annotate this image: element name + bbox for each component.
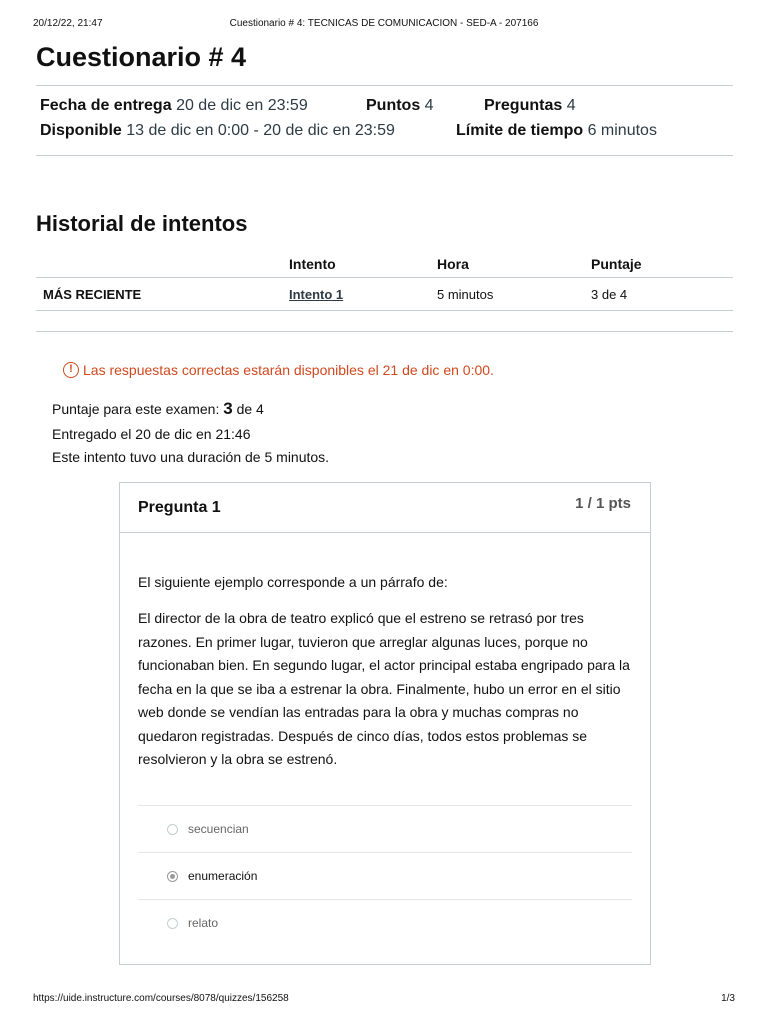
due-label: Fecha de entrega [40,97,172,114]
answer-label: enumeración [188,869,258,883]
question-title: Pregunta 1 [138,499,221,516]
points-label: Puntos [366,97,421,114]
score-summary [52,399,264,419]
available-label: Disponible [40,122,122,139]
notice-text: Las respuestas correctas estarán disponibles el 21 de dic en 0:00. [83,362,494,378]
question-card [119,482,651,965]
radio-button[interactable] [167,918,178,929]
answer-option[interactable] [138,899,632,946]
page-title: Cuestionario # 4 [36,42,247,72]
radio-button[interactable] [167,824,178,835]
answer-list [138,805,632,946]
answer-option[interactable] [138,805,632,852]
print-page-number: 1/3 [721,993,735,1004]
row-score: 3 de 4 [591,286,628,302]
time-limit-label: Límite de tiempo [456,122,584,139]
score-suffix: de 4 [236,401,264,417]
question-prompt: El siguiente ejemplo corresponde a un párrafo de: [138,574,448,590]
radio-button-checked[interactable] [167,871,178,882]
header-attempt: Intento [289,255,336,272]
quiz-time-limit [456,122,657,140]
alert-icon: ! [63,362,79,378]
due-value: 20 de dic en 23:59 [176,97,308,114]
question-points: 1 / 1 pts [575,495,631,512]
table-row [36,278,733,311]
row-label: MÁS RECIENTE [43,286,142,302]
row-time: 5 minutos [437,286,494,302]
submitted-text: Entregado el 20 de dic en 21:46 [52,426,251,442]
points-value: 4 [424,97,434,114]
attempt-link[interactable]: Intento 1 [289,286,344,302]
quiz-questions [484,97,576,115]
quiz-available [40,122,395,140]
quiz-details-row-1 [40,97,308,115]
answer-label: relato [188,916,219,930]
print-datetime: 20/12/22, 21:47 [33,18,103,29]
score-prefix: Puntaje para este examen: [52,401,220,417]
print-footer [33,993,735,1004]
question-text: El director de la obra de teatro explicó que el estreno se retrasó por tres razones. En primer lugar, tuvieron que arreglar algunas luces, porque no funcionaban bien. En segundo lugar, el actor principal estaba engripado para la fecha en la que se iba a estrenar la obra. Finalmente, hubo un error en el sitio web donde se vendían las entradas para la obra y muchas compras no quedaron registradas. Después de cinco días, todos estos problemas se resolvieron y la obra se estrenó. [138,610,630,767]
available-value: 13 de dic en 0:00 - 20 de dic en 23:59 [126,122,395,139]
duration-text: Este intento tuvo una duración de 5 minutos. [52,449,330,465]
quiz-points [366,97,434,115]
questions-label: Preguntas [484,97,563,114]
header-time: Hora [437,255,469,272]
score-value: 3 [223,399,233,418]
history-title: Historial de intentos [36,211,248,236]
table-header [36,250,733,278]
answer-option-selected[interactable] [138,852,632,899]
question-header [120,483,650,533]
divider [36,85,733,86]
print-page-title: Cuestionario # 4: TECNICAS DE COMUNICACION - SED-A - 207166 [229,18,539,29]
time-limit-value: 6 minutos [587,122,657,139]
questions-value: 4 [566,97,576,114]
divider [36,155,733,156]
answer-label: secuencian [188,822,249,836]
attempt-history-table [36,250,733,311]
header-score: Puntaje [591,255,642,272]
print-header [33,18,735,29]
answers-notice [63,362,494,378]
print-url: https://uide.instructure.com/courses/8078/quizzes/156258 [33,993,289,1004]
divider [36,331,733,332]
